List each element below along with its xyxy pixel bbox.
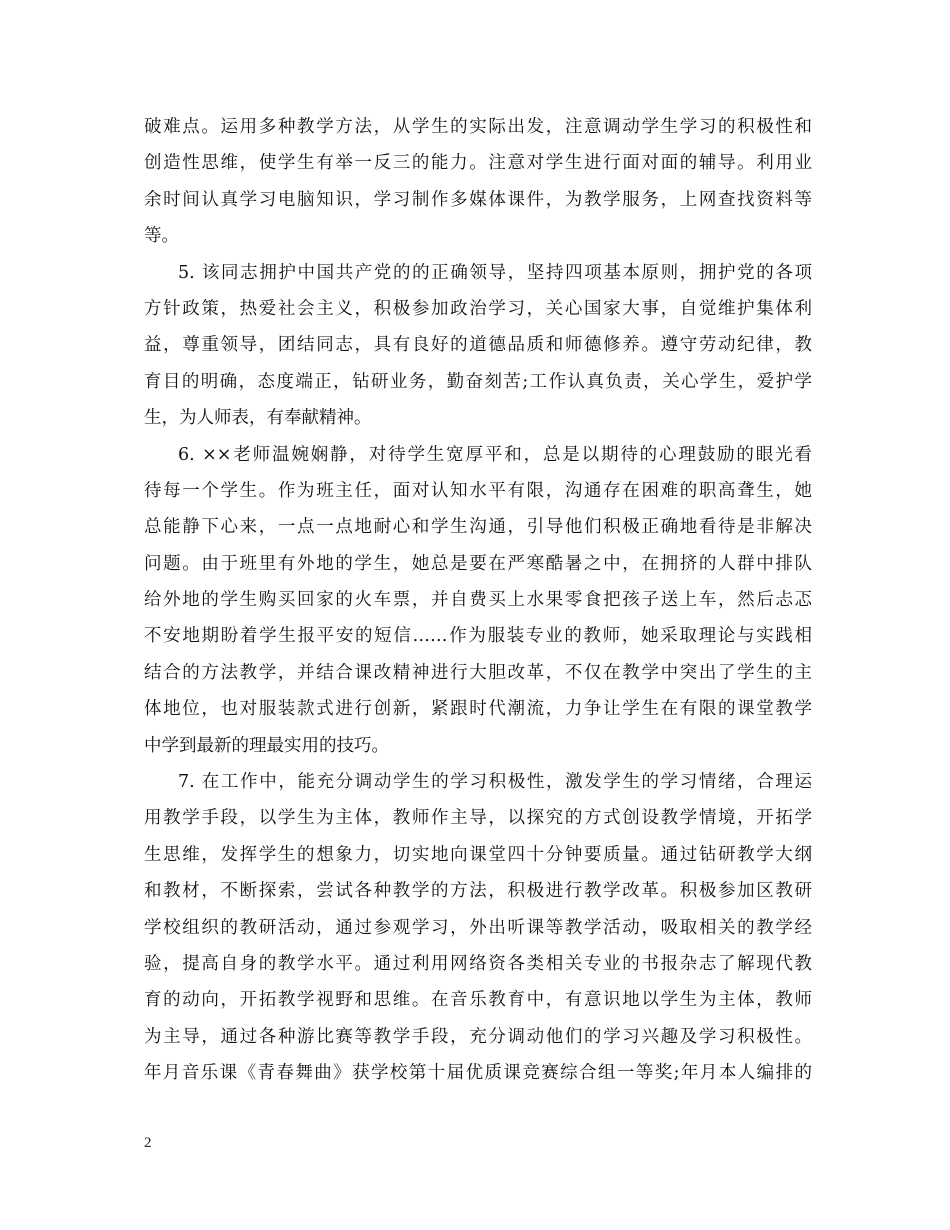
text-line: 方针政策，热爱社会主义，积极参加政治学习，关心国家大事，自觉维护集体利	[144, 298, 812, 319]
text-line: 为主导，通过各种游比赛等教学手段，充分调动他们的学习兴趣及学习积极性。	[144, 1026, 812, 1047]
text-line: 创造性思维，使学生有举一反三的能力。注意对学生进行面对面的辅导。利用业	[144, 153, 812, 174]
text-line: 验，提高自身的教学水平。通过利用网络资各类相关专业的书报杂志了解现代教	[144, 953, 812, 974]
text-line: 给外地的学生购买回家的火车票，并自费买上水果零食把孩子送上车，然后忐忑	[144, 590, 812, 611]
text-line: 5. 该同志拥护中国共产党的的正确领导，坚持四项基本原则，拥护党的各项	[178, 262, 812, 283]
text-line: 益，尊重领导，团结同志，具有良好的道德品质和师德修养。遵守劳动纪律，教	[144, 335, 812, 356]
page-number: 2	[144, 1135, 152, 1151]
text-line: 体地位，也对服装款式进行创新，紧跟时代潮流，力争让学生在有限的课堂教学	[144, 699, 812, 720]
text-line: 不安地期盼着学生报平安的短信……作为服装专业的教师，她采取理论与实践相	[144, 626, 812, 647]
text-line: 6. ××老师温婉娴静，对待学生宽厚平和，总是以期待的心理鼓励的眼光看	[178, 444, 812, 465]
document-body	[144, 109, 812, 1092]
text-line: 用教学手段，以学生为主体，教师作主导，以探究的方式创设教学情境，开拓学	[144, 808, 812, 829]
text-line: 生，为人师表，有奉献精神。	[144, 408, 372, 429]
text-line: 余时间认真学习电脑知识，学习制作多媒体课件，为教学服务，上网查找资料等	[144, 189, 812, 210]
text-line: 破难点。运用多种教学方法，从学生的实际出发，注意调动学生学习的积极性和	[144, 117, 812, 137]
text-line: 7. 在工作中，能充分调动学生的学习积极性，激发学生的学习情绪，合理运	[178, 772, 812, 793]
text-line: 总能静下心来，一点一点地耐心和学生沟通，引导他们积极正确地看待是非解决	[144, 517, 812, 538]
text-line: 育目的明确，态度端正，钻研业务，勤奋刻苦;工作认真负责，关心学生，爱护学	[144, 371, 812, 392]
text-line: 和教材，不断探索，尝试各种教学的方法，积极进行教学改革。积极参加区教研	[144, 881, 812, 902]
text-line: 等。	[144, 226, 179, 247]
text-line: 生思维，发挥学生的想象力，切实地向课堂四十分钟要质量。通过钻研教学大纲	[144, 844, 812, 865]
text-line: 育的动向，开拓教学视野和思维。在音乐教育中，有意识地以学生为主体，教师	[144, 990, 812, 1011]
text-line: 学校组织的教研活动，通过参观学习，外出听课等教学活动，吸取相关的教学经	[144, 917, 812, 938]
text-line: 结合的方法教学，并结合课改精神进行大胆改革，不仅在教学中突出了学生的主	[144, 662, 812, 683]
text-line: 待每一个学生。作为班主任，面对认知水平有限，沟通存在困难的职高聋生，她	[144, 480, 812, 501]
text-line: 中学到最新的理最实用的技巧。	[144, 735, 389, 756]
text-line: 问题。由于班里有外地的学生，她总是要在严寒酷暑之中，在拥挤的人群中排队	[144, 553, 812, 574]
text-line: 年月音乐课《青春舞曲》获学校第十届优质课竞赛综合组一等奖;年月本人编排的	[144, 1063, 812, 1084]
